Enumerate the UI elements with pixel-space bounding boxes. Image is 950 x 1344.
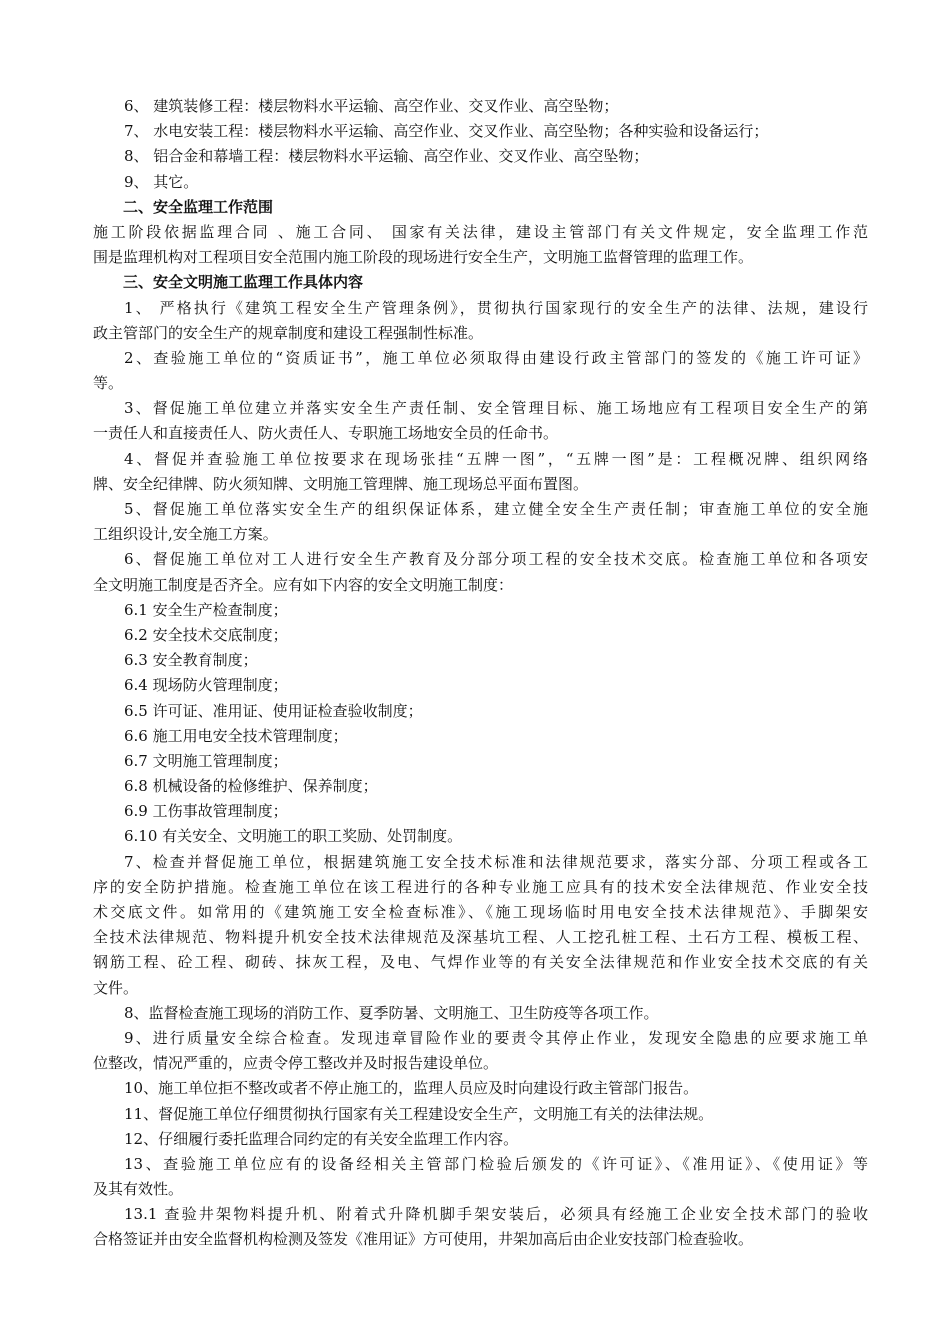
list-item-8: 8、 铝合金和幕墙工程：楼层物料水平运输、高空作业、交叉作业、高空坠物；	[124, 147, 649, 166]
rule-item: 6.9 工伤事故管理制度；	[124, 802, 288, 821]
section-heading-3: 三、安全文明施工监理工作具体内容	[123, 273, 364, 292]
paragraph-line: 工组织设计,安全施工方案。	[93, 525, 278, 544]
rule-item: 6.5 许可证、准用证、使用证检查验收制度；	[124, 701, 423, 720]
paragraph-line: 8、监督检查施工现场的消防工作、夏季防暑、文明施工、卫生防疫等各项工作。	[124, 1003, 659, 1022]
paragraph-line: 一责任人和直接责任人、防火责任人、专职施工场地安全员的任命书。	[93, 424, 559, 443]
paragraph-line: 序的安全防护措施。检查施工单位在该工程进行的各种专业施工应具有的技术安全法律规范、作业安全技	[93, 877, 868, 896]
paragraph-line: 5、督促施工单位落实安全生产的组织保证体系，建立健全安全生产责任制；审查施工单位的安全施	[124, 500, 868, 518]
rule-item: 6.1 安全生产检查制度；	[124, 600, 288, 619]
paragraph-line: 4、督促并查验施工单位按要求在现场张挂“五牌一图”，“五牌一图”是：工程概况牌、组织网络	[124, 449, 868, 468]
paragraph-line: 全技术法律规范、物料提升机安全技术法律规范及深基坑工程、人工挖孔桩工程、土石方工程、模板工程、	[93, 928, 868, 947]
paragraph-line: 12、仔细履行委托监理合同约定的有关安全监理工作内容。	[124, 1129, 519, 1148]
paragraph-line: 2、查验施工单位的“资质证书”，施工单位必须取得由建设行政主管部门的签发的《施工许可证》	[124, 348, 868, 367]
rule-item: 6.7 文明施工管理制度；	[124, 751, 288, 770]
paragraph-line: 13、查验施工单位应有的设备经相关主管部门检验后颁发的《许可证》、《准用证》、《使用证》等	[124, 1154, 868, 1173]
paragraph-line: 9、进行质量安全综合检查。发现违章冒险作业的要责令其停止作业，发现安全隐患的应要求施工单	[124, 1028, 868, 1047]
rule-item: 6.10 有关安全、文明施工的职工奖励、处罚制度。	[124, 827, 463, 846]
paragraph-line: 术交底文件。如常用的《建筑施工安全检查标准》、《施工现场临时用电安全技术法律规范》、手脚架安	[93, 903, 868, 921]
list-item-9: 9、 其它。	[124, 172, 199, 191]
paragraph-line: 10、施工单位拒不整改或者不停止施工的，监理人员应及时向建设行政主管部门报告。	[124, 1079, 699, 1098]
paragraph-line: 位整改，情况严重的，应责令停工整改并及时报告建设单位。	[93, 1054, 499, 1073]
paragraph-line: 3、督促施工单位建立并落实安全生产责任制、安全管理目标、施工场地应有工程项目安全生产的第	[124, 399, 868, 418]
paragraph-line: 施工阶段依据监理合同 、施工合同、 国家有关法律，建设主管部门有关文件规定，安全监理工作范	[93, 222, 868, 241]
rule-item: 6.2 安全技术交底制度；	[124, 625, 288, 644]
paragraph-line: 围是监理机构对工程项目安全范围内施工阶段的现场进行安全生产，文明施工监督管理的监理工作。	[93, 248, 754, 267]
paragraph-line: 文件。	[93, 978, 139, 997]
list-item-7: 7、 水电安装工程：楼层物料水平运输、高空作业、交叉作业、高空坠物；各种实验和设备运行；	[124, 122, 769, 141]
list-item-6: 6、 建筑装修工程：楼层物料水平运输、高空作业、交叉作业、高空坠物；	[124, 97, 619, 115]
rule-item: 6.6 施工用电安全技术管理制度；	[124, 726, 348, 745]
paragraph-line: 政主管部门的安全生产的规章制度和建设工程强制性标准。	[93, 323, 484, 342]
paragraph-line: 7、检查并督促施工单位，根据建筑施工安全技术标准和法律规范要求，落实分部、分项工程或各工	[124, 852, 868, 871]
paragraph-line: 6、督促施工单位对工人进行安全生产教育及分部分项工程的安全技术交底。检查施工单位和各项安	[124, 550, 868, 569]
paragraph-line: 11、督促施工单位仔细贯彻执行国家有关工程建设安全生产，文明施工有关的法律法规。	[124, 1104, 714, 1123]
rule-item: 6.8 机械设备的检修维护、保养制度；	[124, 777, 378, 796]
rule-item: 6.4 现场防火管理制度；	[124, 676, 288, 695]
paragraph-line: 及其有效性。	[93, 1180, 184, 1199]
document-body	[93, 94, 868, 1253]
paragraph-line: 合格签证并由安全监督机构检测及签发《准用证》方可使用，井架加高后由企业安技部门检查验收。	[93, 1230, 754, 1249]
paragraph-line: 钢筋工程、砼工程、砌砖、抹灰工程，及电、气焊作业等的有关安全法律规范和作业安全技术交底的有关	[93, 953, 868, 972]
section-heading-2: 二、安全监理工作范围	[123, 197, 274, 216]
paragraph-line: 牌、安全纪律牌、防火须知牌、文明施工管理牌、施工现场总平面布置图。	[93, 474, 589, 493]
paragraph-line: 等。	[93, 374, 124, 393]
paragraph-line: 1、 严格执行《建筑工程安全生产管理条例》，贯彻执行国家现行的安全生产的法律、法规，建设行	[124, 298, 868, 317]
paragraph-line: 13.1 查验井架物料提升机、附着式升降机脚手架安装后，必须具有经施工企业安全技术部门的验收	[124, 1205, 868, 1224]
rule-item: 6.3 安全教育制度；	[124, 651, 258, 670]
paragraph-line: 全文明施工制度是否齐全。应有如下内容的安全文明施工制度：	[93, 575, 514, 594]
